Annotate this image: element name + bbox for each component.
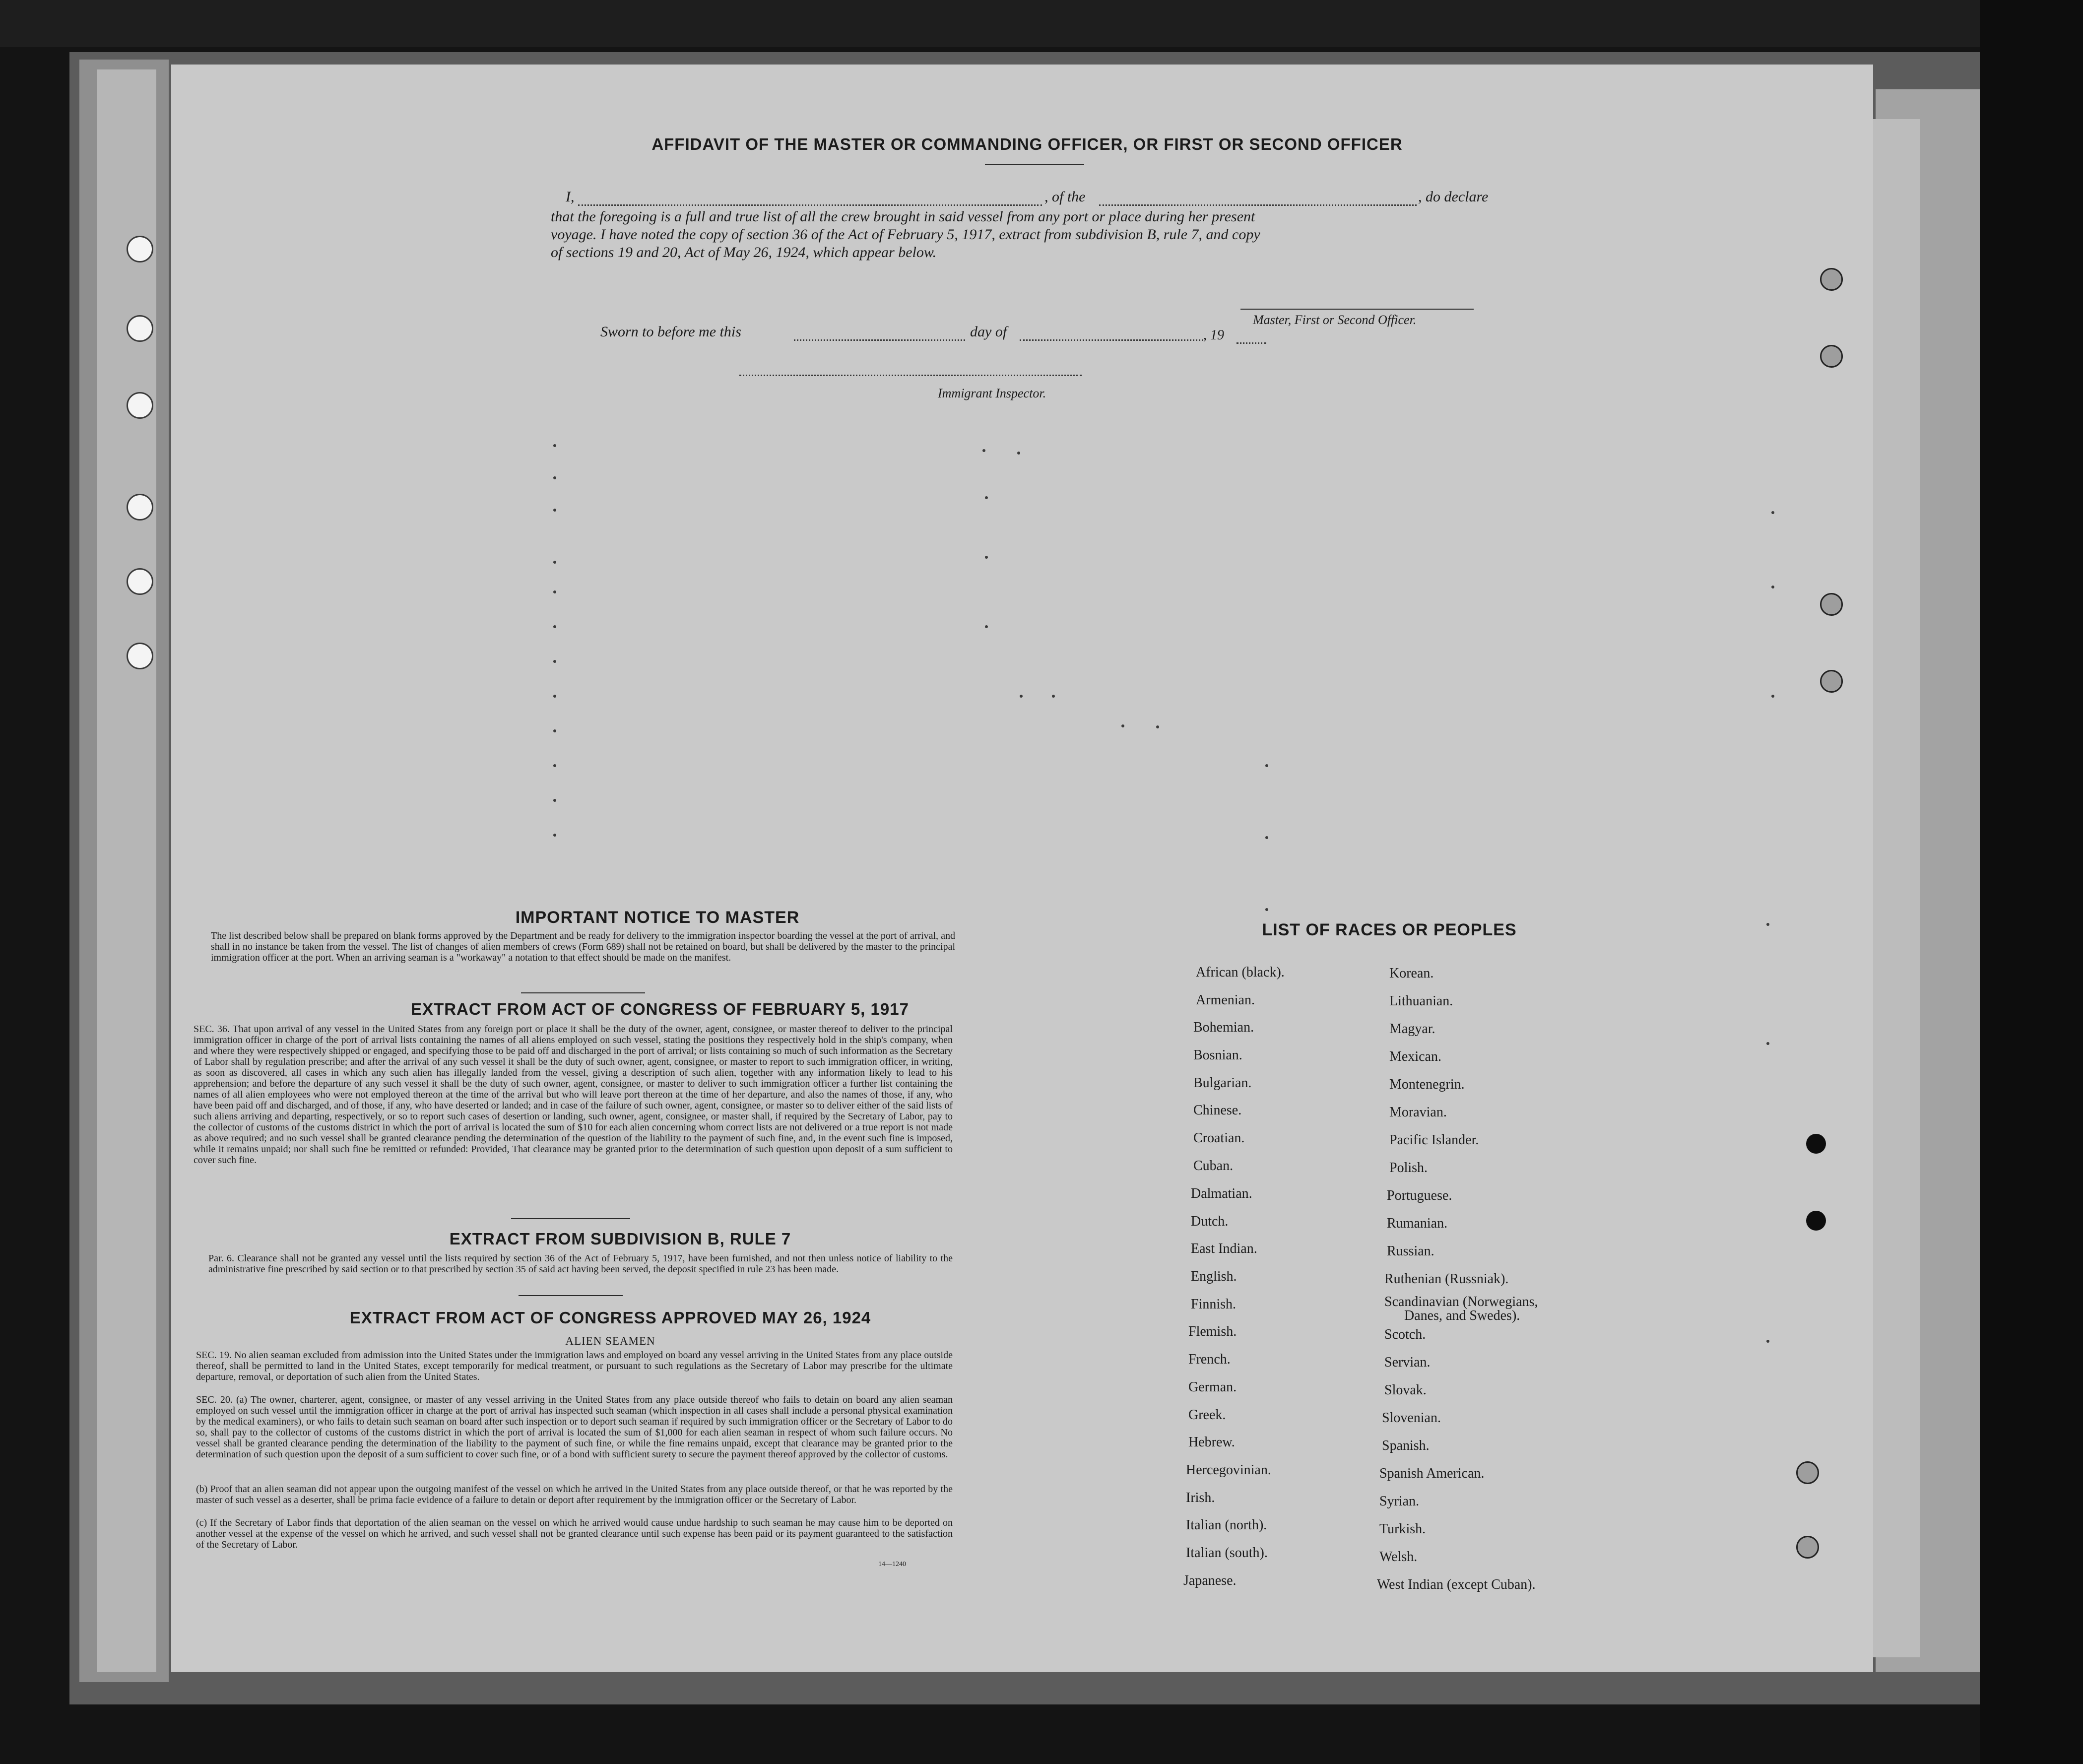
sec20c-text: (c) If the Secretary of Labor finds that deportation of the alien seaman on the vessel on which he arrived would cause undue hardship to such seaman he may cause him to be deported on another vessel at the expense of the vessel on which he arrived, and such vessel shall not be granted clearance until such expense has been paid or its payment guaranteed to the satisfaction of the Secretary of Labor.	[196, 1517, 953, 1550]
race-right: Turkish.	[1379, 1521, 1426, 1537]
race-left: Italian (north).	[1186, 1517, 1267, 1533]
race-right: Scotch.	[1384, 1327, 1426, 1342]
mark	[553, 729, 556, 732]
race-right: Mexican.	[1389, 1049, 1441, 1064]
race-left: Flemish.	[1188, 1324, 1237, 1339]
mark	[553, 509, 556, 512]
punch-hole	[127, 236, 153, 262]
race-right: Spanish American.	[1379, 1466, 1485, 1481]
extract-1924-title: EXTRACT FROM ACT OF CONGRESS APPROVED MAY 26, 1924	[349, 1308, 871, 1327]
affidavit-title: AFFIDAVIT OF THE MASTER OR COMMANDING OFFICER, OR FIRST OR SECOND OFFICER	[651, 135, 1403, 153]
race-left: Bosnian.	[1193, 1047, 1242, 1063]
race-left: Greek.	[1188, 1407, 1226, 1423]
punch-hole	[1806, 1134, 1826, 1154]
mark	[1265, 764, 1268, 767]
punch-hole	[1820, 268, 1843, 291]
year-blank[interactable]	[1237, 342, 1266, 344]
mark	[985, 556, 988, 559]
sworn-text: Sworn to before me this	[600, 324, 741, 340]
sec19-text: SEC. 19. No alien seaman excluded from admission into the United States under the immigration laws and employed on board any vessel arriving in the United States from any place outside thereof, shall be permitted to land in the United States, except temporarily for medical treatment, or pursuant to such regulations as the Secretary of Labor may prescribe for the ultimate departure, removal, or deportation of such alien from the United States.	[196, 1350, 953, 1382]
affidavit-declare: , do declare	[1418, 189, 1489, 205]
punch-hole	[127, 315, 153, 342]
race-right: Slovenian.	[1382, 1410, 1441, 1426]
sec20b-text: (b) Proof that an alien seaman did not appear upon the outgoing manifest of the vessel on which he arrived in the United States from any place outside thereof, or that he was reported by the master of such vessel as a deserter, shall be prima facie evidence of a failure to detain or deport after requirement by the immigration officer or the Secretary of Labor.	[196, 1484, 953, 1505]
race-left: French.	[1188, 1352, 1231, 1367]
punch-hole	[1796, 1461, 1819, 1484]
mark	[1020, 695, 1023, 698]
punch-hole	[1820, 593, 1843, 616]
mark	[553, 834, 556, 837]
race-right: Russian.	[1387, 1243, 1434, 1259]
form-number: 14—1240	[878, 1561, 906, 1568]
race-right: Portuguese.	[1387, 1188, 1452, 1203]
mark	[1766, 1340, 1769, 1343]
race-right: Scandinavian (Norwegians,	[1384, 1294, 1538, 1309]
extract-1917-title: EXTRACT FROM ACT OF CONGRESS OF FEBRUARY 5, 1917	[411, 1000, 909, 1018]
punch-hole	[1820, 670, 1843, 693]
race-right: Spanish.	[1382, 1438, 1430, 1453]
mark	[982, 449, 985, 452]
mark	[553, 476, 556, 479]
alien-seamen-subtitle: ALIEN SEAMEN	[565, 1335, 655, 1347]
race-left: East Indian.	[1191, 1241, 1257, 1256]
punch-hole	[1806, 1211, 1826, 1231]
mark	[1771, 511, 1774, 514]
race-right: Magyar.	[1389, 1021, 1435, 1037]
race-left: Chinese.	[1193, 1103, 1242, 1118]
mark	[553, 660, 556, 663]
mark	[553, 799, 556, 802]
mark	[1265, 908, 1268, 911]
day-of-text: day of	[970, 324, 1007, 340]
race-right: Syrian.	[1379, 1494, 1420, 1509]
inspector-caption: Immigrant Inspector.	[938, 386, 1046, 400]
race-left: Croatian.	[1193, 1130, 1245, 1146]
divider	[985, 164, 1084, 165]
mark	[1121, 724, 1124, 727]
race-left: Italian (south).	[1186, 1545, 1268, 1561]
punch-hole	[127, 568, 153, 595]
mark	[985, 625, 988, 628]
mark	[1771, 586, 1774, 588]
punch-hole	[1820, 345, 1843, 368]
race-right: Slovak.	[1384, 1382, 1427, 1398]
race-left: German.	[1188, 1379, 1237, 1395]
race-left: Hercegovinian.	[1186, 1462, 1271, 1478]
inspector-signature-blank[interactable]	[739, 375, 1082, 376]
mark	[1766, 1042, 1769, 1045]
race-right: Montenegrin.	[1389, 1077, 1465, 1092]
race-right: West Indian (except Cuban).	[1377, 1577, 1536, 1592]
month-blank[interactable]	[1020, 339, 1203, 341]
affidavit-i: I,	[566, 189, 575, 205]
mark	[1052, 695, 1055, 698]
punch-hole	[127, 643, 153, 669]
vessel-blank[interactable]	[1099, 204, 1417, 206]
notice-title: IMPORTANT NOTICE TO MASTER	[515, 908, 800, 927]
races-title: LIST OF RACES OR PEOPLES	[1262, 920, 1517, 939]
race-right: Pacific Islander.	[1389, 1132, 1479, 1148]
race-left: Bulgarian.	[1193, 1075, 1252, 1091]
name-blank[interactable]	[578, 204, 1042, 206]
signature-line[interactable]	[1240, 309, 1474, 310]
mark	[1017, 452, 1020, 455]
rule7-text: Par. 6. Clearance shall not be granted any vessel until the lists required by section 36 of the Act of February 5, 1917, have been furnished, and not then unless notice of liability to the administrative fine prescribed by said section or to that prescribed by section 35 of said act having been served, the deposit specified in rule 23 has been made.	[208, 1253, 953, 1275]
race-right: Korean.	[1389, 966, 1434, 981]
rule7-title: EXTRACT FROM SUBDIVISION B, RULE 7	[449, 1230, 791, 1248]
mark	[553, 561, 556, 564]
affidavit-line-2: that the foregoing is a full and true list of all the crew brought in said vessel from any port or place during her present	[551, 208, 1255, 225]
race-right: Polish.	[1389, 1160, 1428, 1176]
notice-text: The list described below shall be prepared on blank forms approved by the Department and be ready for delivery to the immigration inspector boarding the vessel at the port of arrival, and shall in no instance be taken from the vessel. The list of changes of alien members of crews (Form 689) shall not be retained on board, but shall be delivered by the master to the principal immigration officer at the port. When an arriving seaman is a "workaway" a notation to that effect should be made on the manifest.	[211, 930, 955, 963]
scanner-background	[0, 0, 2083, 47]
divider	[511, 1218, 630, 1219]
race-right: Welsh.	[1379, 1549, 1418, 1565]
race-left: Finnish.	[1191, 1297, 1237, 1312]
affidavit-line-4: of sections 19 and 20, Act of May 26, 1924, which appear below.	[551, 244, 937, 261]
race-left: Dalmatian.	[1191, 1186, 1252, 1201]
scanner-edge	[1980, 0, 2083, 1764]
race-left: Armenian.	[1196, 992, 1255, 1008]
punch-hole	[1796, 1536, 1819, 1559]
race-right: Moravian.	[1389, 1105, 1447, 1120]
year-text: , 19	[1203, 327, 1224, 343]
mark	[553, 444, 556, 447]
race-left: African (black).	[1196, 965, 1285, 980]
race-right: Ruthenian (Russniak).	[1384, 1271, 1509, 1287]
mark	[985, 496, 988, 499]
mark	[1265, 836, 1268, 839]
race-left: Irish.	[1186, 1490, 1215, 1505]
left-binding-strip-inner	[97, 69, 156, 1672]
race-left: Cuban.	[1193, 1158, 1234, 1174]
race-left: Hebrew.	[1188, 1435, 1235, 1450]
mark	[553, 695, 556, 698]
mark	[1766, 923, 1769, 926]
punch-hole	[127, 494, 153, 521]
day-blank[interactable]	[794, 339, 965, 341]
mark	[1771, 695, 1774, 698]
race-left: English.	[1191, 1269, 1237, 1284]
race-left: Japanese.	[1183, 1573, 1237, 1588]
mark	[553, 590, 556, 593]
race-left: Dutch.	[1191, 1214, 1229, 1229]
mark	[553, 764, 556, 767]
punch-hole	[127, 392, 153, 419]
master-signature-caption: Master, First or Second Officer.	[1253, 313, 1417, 327]
race-right-continued: Danes, and Swedes).	[1404, 1308, 1520, 1323]
extract-1917-text: SEC. 36. That upon arrival of any vessel in the United States from any foreign port or place it shall be the duty of the owner, agent, consignee, or master thereof to deliver to the principal immigration officer in charge of the port of arrival lists containing the names of all aliens employed on such vessel, stating the positions they respectively hold in the ship's company, when and where they were respectively shipped or engaged, and specifying those to be paid off and discharged in the port of arrival; or lists containing so much of such information as the Secretary of Labor shall by regulation prescribe; and after the arrival of any such vessel it shall be the duty of such owner, agent, consignee, or master to report to such immigration officer, in writing, as soon as discovered, all cases in which any such alien has illegally landed from the vessel, giving a description of such alien, together with any information likely to lead to his apprehension; and before the departure of any such vessel it shall be the duty of such owner, agent, consignee, or master to deliver to such immigration officer a further list containing the names of all alien employees who were not employed thereon at the time of the arrival but who will leave port thereon at the time of her departure, and also the names of those, if any, who have been paid off and discharged, and of those, if any, who have deserted or landed; and in case of the failure of such owner, agent, consignee, or master so to deliver either of the said lists of such aliens arriving and departing, respectively, or so to report such cases of desertion or landing, such owner, agent, consignee, or master shall, if required by the Secretary of Labor, pay to the collector of customs of the customs district in which the port of arrival is located the sum of $10 for each alien concerning whom correct lists are not delivered or a true report is not made as above required; and no such vessel shall be granted clearance pending the determination of the question of the liability to the payment of such fine, and, in the event such fine is imposed, while it remains unpaid; nor shall such fine be remitted or refunded: Provided, That clearance may be granted prior to the determination of such question upon deposit of a sum sufficient to cover such fine.	[194, 1024, 953, 1166]
race-right: Servian.	[1384, 1355, 1431, 1370]
sec20a-text: SEC. 20. (a) The owner, charterer, agent, consignee, or master of any vessel arriving in the United States from any place outside thereof who fails to detain on board any alien seaman employed on such vessel until the immigration officer in charge at the port of arrival has inspected such seaman (which inspection in all cases shall include a personal physical examination by the medical examiners), or who fails to detain such seaman on board after such inspection or to deport such seaman if required by such immigration officer or the Secretary of Labor to do so, shall pay to the collector of customs of the customs district in which the port of arrival is located the sum of $1,000 for each alien seaman in respect of whom such failure occurs. No vessel shall be granted clearance pending the determination of the liability to the payment of such fine, or while the fine remains unpaid, except that clearance may be granted prior to the determination of such question upon the deposit of a sum sufficient to cover such fine, or of a bond with sufficient surety to secure the payment thereof approved by the collector of customs.	[196, 1394, 953, 1460]
affidavit-line-3: voyage. I have noted the copy of section 36 of the Act of February 5, 1917, extract from subdivision B, rule 7, and copy	[551, 226, 1260, 243]
mark	[1156, 725, 1159, 728]
affidavit-of-the: , of the	[1044, 189, 1086, 205]
race-right: Rumanian.	[1387, 1216, 1448, 1231]
race-left: Bohemian.	[1193, 1020, 1254, 1035]
mark	[553, 625, 556, 628]
race-right: Lithuanian.	[1389, 993, 1453, 1009]
divider	[519, 1295, 623, 1296]
divider	[521, 992, 645, 993]
